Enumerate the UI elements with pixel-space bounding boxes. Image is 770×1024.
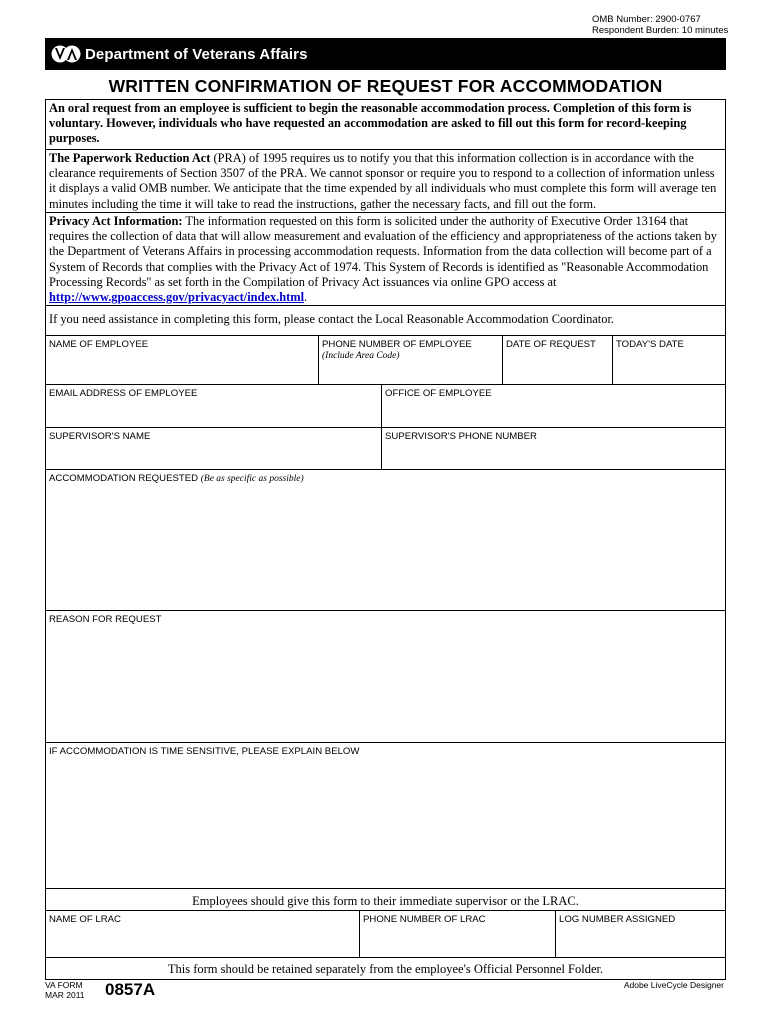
todays-date-label: TODAY'S DATE bbox=[616, 339, 684, 350]
respondent-burden: Respondent Burden: 10 minutes bbox=[592, 25, 729, 36]
privacy-text: The information requested on this form is solicited under the authority of Executive Order 13164 that requires the collection of data that will allow measurement and evaluation of the efficiency and appropriateness of the actions taken by the Department of Veterans Affairs in processing accommodation requests. Information from the data collection will become part of a System of Records that complies with the Privacy Act of 1974. This System of Records is identified as "Reasonable Accommodation Processing Records" as set forth in the Compilation of Privacy Act issuances via online GPO access at bbox=[49, 214, 717, 289]
reason-label: REASON FOR REQUEST bbox=[49, 614, 162, 625]
supervisor-phone-field[interactable] bbox=[382, 428, 725, 470]
phone-of-lrac-label: PHONE NUMBER OF LRAC bbox=[363, 914, 486, 925]
software-credit: Adobe LiveCycle Designer bbox=[623, 980, 724, 990]
intro-text: An oral request from an employee is sufficient to begin the reasonable accommodation process. Completion of this form is voluntary. However, individuals who have requested an accommodation are asked to fill out this form for record-keeping purposes. bbox=[46, 100, 725, 150]
email-field[interactable] bbox=[46, 385, 382, 428]
office-field[interactable] bbox=[382, 385, 725, 428]
form-title: WRITTEN CONFIRMATION OF REQUEST FOR ACCOMMODATION bbox=[108, 76, 663, 96]
retain-note: This form should be retained separately from the employee's Official Personnel Folder. bbox=[167, 962, 604, 976]
log-number-field[interactable] bbox=[556, 911, 725, 958]
accommodation-requested-field[interactable] bbox=[46, 470, 725, 611]
time-sensitive-field[interactable] bbox=[46, 743, 725, 889]
give-form-note: Employees should give this form to their immediate supervisor or the LRAC. bbox=[192, 894, 579, 908]
time-sensitive-label: IF ACCOMMODATION IS TIME SENSITIVE, PLEASE EXPLAIN BELOW bbox=[49, 746, 360, 757]
accommodation-label-wrap bbox=[46, 470, 725, 488]
department-name: Department of Veterans Affairs bbox=[85, 45, 308, 63]
form-frame bbox=[45, 99, 726, 980]
pra-heading: The Paperwork Reduction Act bbox=[49, 151, 211, 165]
include-area-code-note: (Include Area Code) bbox=[322, 351, 400, 361]
privacy-section bbox=[46, 213, 725, 306]
privacy-link[interactable]: http://www.gpoaccess.gov/privacyact/index.html bbox=[49, 290, 305, 305]
pra-text: (PRA) of 1995 requires us to notify you that this information collection is in accordance with the clearance requirements of Section 3507 of the PRA. We cannot sponsor or require you to respond to a collection of information unless it displays a valid OMB number. We anticipate that the time expended by all individuals who must complete this form will average ten minutes including the time it will take to read the instructions, gather the necessary facts, and fill out the form. bbox=[49, 151, 717, 211]
date-of-request-label: DATE OF REQUEST bbox=[506, 339, 596, 350]
va-logo-icon bbox=[49, 41, 83, 67]
supervisor-name-field[interactable] bbox=[46, 428, 382, 470]
reason-for-request-field[interactable] bbox=[46, 611, 725, 743]
va-form-label: VA FORM bbox=[45, 980, 83, 990]
supervisor-name-label: SUPERVISOR'S NAME bbox=[49, 431, 151, 442]
phone-of-employee-field[interactable] bbox=[319, 336, 503, 385]
todays-date-field[interactable] bbox=[613, 336, 725, 385]
omb-info bbox=[592, 14, 728, 36]
phone-of-lrac-field[interactable] bbox=[360, 911, 556, 958]
privacy-heading: Privacy Act Information: bbox=[49, 214, 183, 228]
phone-of-employee-label: PHONE NUMBER OF EMPLOYEE bbox=[322, 339, 472, 350]
pra-section bbox=[46, 150, 725, 213]
name-of-lrac-field[interactable] bbox=[46, 911, 360, 958]
form-footer bbox=[45, 980, 726, 1010]
supervisor-phone-label: SUPERVISOR'S PHONE NUMBER bbox=[385, 431, 537, 442]
form-number: 0857A bbox=[105, 980, 156, 999]
form-id bbox=[45, 980, 85, 1000]
log-number-label: LOG NUMBER ASSIGNED bbox=[559, 914, 676, 925]
department-header bbox=[45, 38, 726, 70]
office-label: OFFICE OF EMPLOYEE bbox=[385, 388, 492, 399]
privacy-end: . bbox=[304, 290, 308, 305]
accommodation-label: ACCOMMODATION REQUESTED bbox=[49, 473, 201, 484]
phone-of-employee-label-wrap bbox=[319, 336, 502, 365]
form-date: MAR 2011 bbox=[45, 990, 85, 1000]
email-label: EMAIL ADDRESS OF EMPLOYEE bbox=[49, 388, 198, 399]
name-of-employee-label: NAME OF EMPLOYEE bbox=[49, 339, 149, 350]
name-of-lrac-label: NAME OF LRAC bbox=[49, 914, 121, 925]
name-of-employee-field[interactable] bbox=[46, 336, 319, 385]
accommodation-sub: (Be as specific as possible) bbox=[200, 474, 304, 484]
assistance-text: If you need assistance in completing this form, please contact the Local Reasonable Accommodation Coordinator. bbox=[46, 306, 725, 336]
date-of-request-field[interactable] bbox=[503, 336, 613, 385]
omb-number: OMB Number: 2900-0767 bbox=[592, 14, 701, 25]
